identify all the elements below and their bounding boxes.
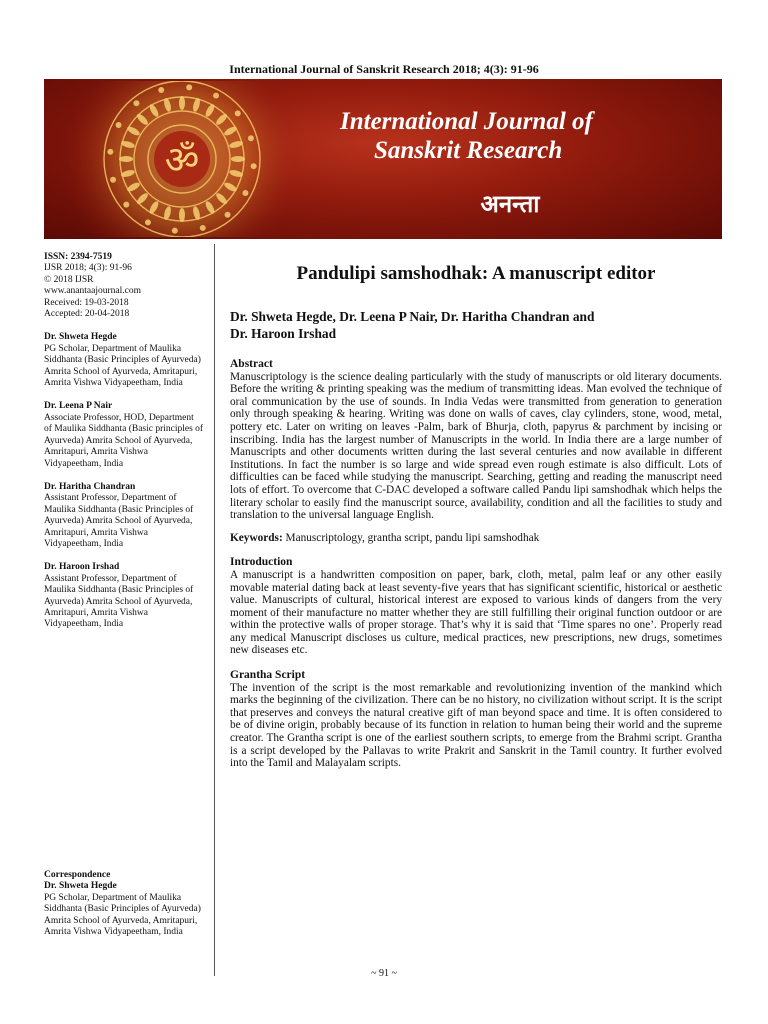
mandala-dot — [251, 163, 257, 169]
sidebar-author-3 — [44, 482, 204, 550]
mandala-dot — [158, 87, 164, 93]
correspondence-affiliation: PG Scholar, Department of Maulika Siddhanta (Basic Principles of Ayurveda) Amrita School of Ayurveda, Amritapuri, Amrita Vishwa Vidyapeetham, India — [44, 892, 201, 938]
mandala-dot — [235, 110, 241, 116]
banner-title-line1: International Journal of — [340, 108, 593, 135]
mandala-dot — [107, 149, 113, 155]
author-affiliation: Associate Professor, HOD, Department of Maulika Siddhanta (Basic principles of Ayurveda) Amrita School of Ayurveda, Amritapuri, Amrita Vishwa Vidyapeetham, India — [44, 412, 204, 469]
mandala-dot — [200, 225, 206, 231]
mandala-dot — [242, 190, 248, 196]
author-affiliation: Assistant Professor, Department of Maulika Siddhanta (Basic Principles of Ayurveda) Amrita School of Ayurveda, Amritapuri, Amrita Vishwa Vidyapeetham, India — [44, 573, 194, 630]
author-name: Dr. Haroon Irshad — [44, 562, 120, 573]
om-icon: ॐ — [164, 138, 200, 182]
main-content — [230, 262, 722, 770]
mandala-dot — [116, 122, 122, 128]
banner-title — [340, 107, 720, 165]
author-name: Dr. Haritha Chandran — [44, 481, 136, 492]
correspondence-label: Correspondence — [44, 870, 111, 880]
abstract-heading: Abstract — [230, 358, 273, 370]
grantha-text: The invention of the script is the most remarkable and revolutionizing invention of the mankind which marks the beginning of the civilization. There can be no history, no civilization without script. It is the script that preserves and conveys the natural creative gift of man beyond space and time. It is often considered to be of divine origin, probably because of its function in relation to human being their world and the supreme creator. The Grantha script is one of the earliest southern scripts, to emerge from the Brahmi script. Grantha is a script developed by the Pallavas to write Prakrit and Sanskrit in the Tamil country. It further evolved into the Tamil and Malayalam scripts. — [230, 681, 722, 770]
abstract-text: Manuscriptology is the science dealing particularly with the study of manuscripts or old literary documents. Before the writing & printing speaking was the medium of transmitting ideas. Man evolved the technique of oral communication by the use of sounds. In India Vedas were transmitted from generation to generation only through speaking & hearing. Writing was done on walls of caves, clay cylinders, stone, wood, metal, pottery etc. Later on writing on leaves -Palm, bark of Bhurja, cloth, papyrus & parchment by incising or inscribing. India has the largest number of Manuscripts in the world. In India there are a large number of Manuscripts and other documents written during the last several centuries and now available in different Institutions. In fact the number is so large and wide spread even rough estimate is also difficult. Lots of difficulties can be faced while studying the manuscript. Searching, getting and reading the manuscript need lots of effort. To overcome that C-DAC developed a software called Pandu lipi samshodhak which helps the literary scholar to easily find the manuscript source, availability, condition and all the facilities to study and translation to the universal language English. — [230, 370, 722, 522]
mandala-dot — [213, 93, 219, 99]
correspondence-name: Dr. Shweta Hegde — [44, 881, 117, 892]
mandala-dot — [145, 219, 151, 225]
website-link[interactable]: www.anantaajournal.com — [44, 286, 141, 297]
issn: ISSN: 2394-7519 — [44, 252, 112, 262]
author-affiliation: Assistant Professor, Department of Maulika Siddhanta (Basic Principles of Ayurveda) Amrita School of Ayurveda, Amritapuri, Amrita Vishwa Vidyapeetham, India — [44, 493, 194, 549]
mandala-petal — [231, 156, 245, 162]
journal-banner — [44, 79, 722, 239]
page-number: ~ 91 ~ — [371, 968, 397, 979]
accepted-date: Accepted: 20-04-2018 — [44, 309, 130, 320]
sidebar-author-4 — [44, 562, 204, 630]
journal-citation: International Journal of Sanskrit Research 2018; 4(3): 91-96 — [229, 62, 539, 76]
sidebar-author-1 — [44, 332, 204, 389]
introduction-heading: Introduction — [230, 556, 293, 569]
author-name: Dr. Leena P Nair — [44, 401, 113, 412]
mandala-petal — [119, 156, 133, 162]
author-name: Dr. Shweta Hegde — [44, 332, 117, 343]
sidebar — [44, 252, 204, 631]
ijsr-ref: IJSR 2018; 4(3): 91-96 — [44, 263, 132, 274]
mandala-dot — [225, 212, 231, 218]
mandala-dot — [186, 84, 192, 90]
paper-title: Pandulipi samshodhak: A manuscript editor — [296, 263, 656, 284]
column-divider — [214, 244, 215, 976]
author-affiliation: PG Scholar, Department of Maulika Siddhanta (Basic Principles of Ayurveda) Amrita School of Ayurveda, Amritapuri, Amrita Vishwa Vidyapeetham, India — [44, 343, 201, 389]
banner-hindi-text: अनन्ता — [480, 190, 540, 218]
mandala-dot — [172, 228, 178, 234]
mandala-petal — [179, 208, 185, 222]
keywords-text: Manuscriptology, grantha script, pandu lipi samshodhak — [285, 531, 540, 544]
mandala-om-logo — [64, 81, 344, 237]
sidebar-author-2 — [44, 401, 204, 469]
mandala-dot — [110, 177, 116, 183]
paper-authors — [230, 308, 722, 342]
introduction-text: A manuscript is a handwritten composition on paper, bark, cloth, metal, palm leaf or any other easily movable material dating back at least seventy-five years that has significant scientific, historical or aesthetic value. Manuscripts of cultural, historical interest are exposed to various kinds of dangers from the very moment of their manufacture no matter whether they are still fulfilling their original function outdoor or are within the protective walls of proper storage. That’s why it is said that ‘Time spares no one’. Properly read any medical Manuscript discloses us culture, medical practices, new prescriptions, new drugs, sometimes new diseases etc. — [230, 568, 722, 657]
mandala-petal — [179, 96, 185, 110]
mandala-dot — [133, 100, 139, 106]
received-date: Received: 19-03-2018 — [44, 297, 129, 308]
mandala-dot — [248, 135, 254, 141]
banner-title-line2: Sanskrit Research — [374, 137, 563, 164]
keywords-label: Keywords: — [230, 531, 283, 544]
mandala-dot — [123, 202, 129, 208]
keywords — [230, 532, 722, 545]
authors-line-1: Dr. Shweta Hegde, Dr. Leena P Nair, Dr. Haritha Chandran and — [230, 309, 595, 324]
copyright: © 2018 IJSR — [44, 274, 94, 285]
correspondence — [44, 870, 204, 938]
authors-line-2: Dr. Haroon Irshad — [230, 326, 337, 341]
grantha-heading: Grantha Script — [230, 669, 306, 682]
